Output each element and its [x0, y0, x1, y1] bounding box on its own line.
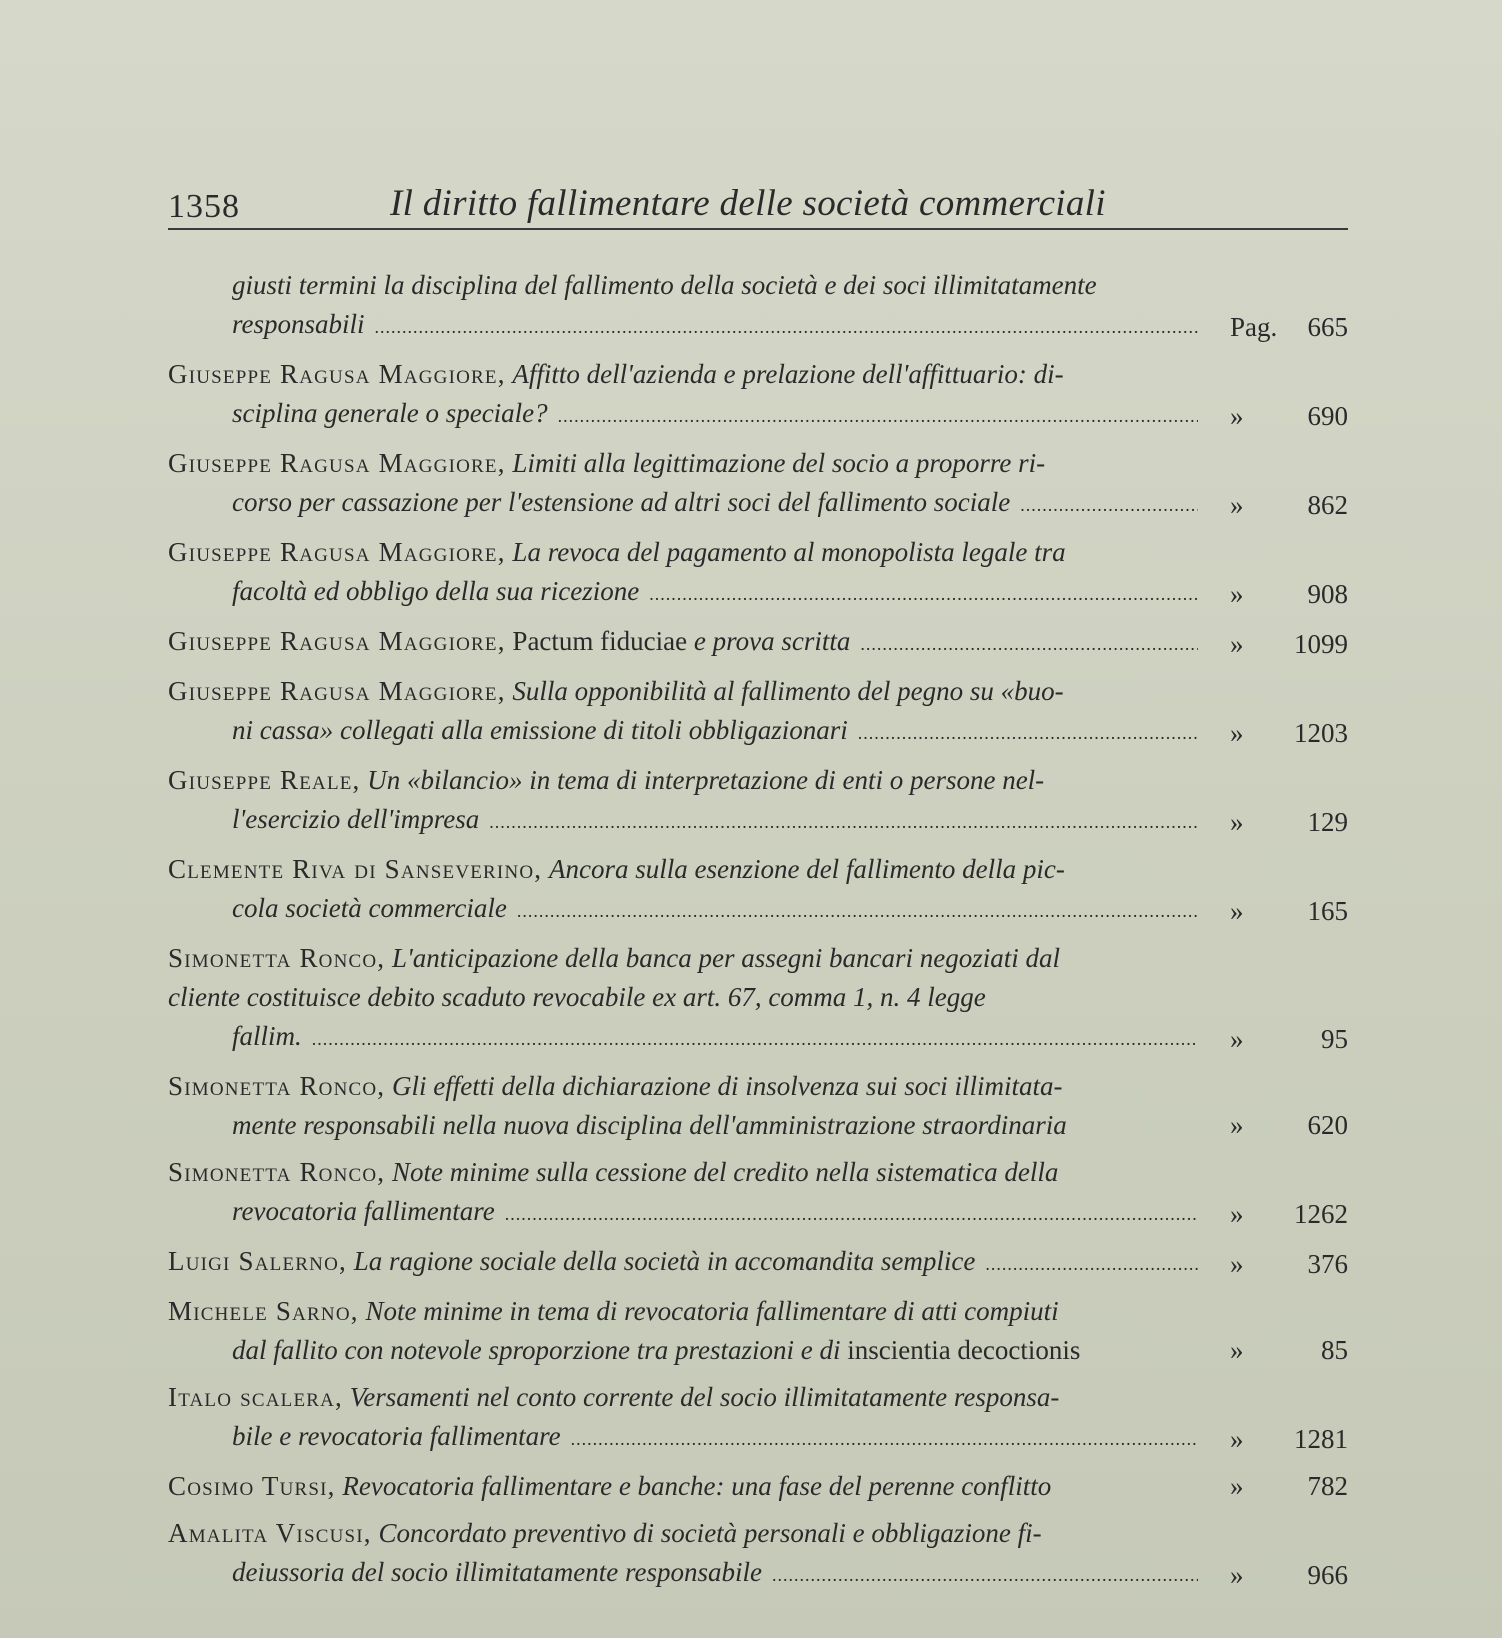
entry-title-line: giusti termini la disciplina del fallimento della società e dei soci illimitatamente: [232, 270, 1097, 300]
index-entry: [168, 266, 1348, 347]
page-marker: »: [1230, 1110, 1244, 1140]
page-number-ref: 85: [1321, 1335, 1348, 1365]
page-marker: »: [1230, 896, 1244, 926]
entry-title-line: Sulla opponibilità al fallimento del pegno su «buo-: [512, 676, 1064, 706]
entry-author: Simonetta Ronco,: [168, 943, 386, 973]
index-entry: [168, 939, 1348, 1059]
entry-title-last-line: facoltà ed obbligo della sua ricezione: [232, 576, 640, 606]
index-entry: [168, 1153, 1348, 1234]
entry-author: Michele Sarno,: [168, 1296, 359, 1326]
page-number-ref: 908: [1307, 579, 1348, 609]
page-marker: »: [1230, 1471, 1244, 1501]
entry-title-last-line: l'esercizio dell'impresa: [232, 804, 480, 834]
entry-title-line: Gli effetti della dichiarazione di insolvenza sui soci illimitata-: [392, 1071, 1063, 1101]
entry-title-line: L'anticipazione della banca per assegni bancari negoziati dal: [392, 943, 1060, 973]
page-marker: »: [1230, 1249, 1244, 1279]
page-reference: [1208, 397, 1348, 436]
entry-title-line: Affitto dell'azienda e prelazione dell'affittuario: di-: [512, 359, 1064, 389]
entry-title-line: Versamenti nel conto corrente del socio illimitatamente responsa-: [349, 1382, 1060, 1412]
page-marker: »: [1230, 579, 1244, 609]
page-reference: [1208, 1556, 1348, 1595]
page-marker: »: [1230, 490, 1244, 520]
page-reference: [1208, 1195, 1348, 1234]
entry-title: La ragione sociale della società in accomandita semplice: [353, 1246, 976, 1276]
leader-dots: [505, 1195, 1198, 1234]
entry-title-last-line: ni cassa» collegati alla emissione di titoli obbligazionari: [232, 715, 848, 745]
index-entry: [168, 761, 1348, 842]
index-page: [168, 180, 1348, 1603]
page-reference: [1208, 1467, 1348, 1506]
leader-dots: [772, 1556, 1198, 1595]
leader-dots: [517, 892, 1198, 931]
entry-title-last-line: mente responsabili nella nuova disciplina dell'amministrazione straordinaria: [232, 1110, 1067, 1140]
leader-dots: [558, 397, 1198, 436]
entry-author: Giuseppe Ragusa Maggiore,: [168, 359, 506, 389]
page-number-ref: 1262: [1294, 1199, 1348, 1229]
entry-title-roman: Pactum fiduciae: [512, 626, 688, 656]
page-number-ref: 862: [1307, 490, 1348, 520]
page-number-ref: 966: [1307, 1560, 1348, 1590]
entry-title-last-line: cola società commerciale: [232, 893, 507, 923]
leader-dots: [985, 1245, 1198, 1284]
page-reference: [1208, 1331, 1348, 1370]
index-entry: [168, 622, 1348, 664]
page-marker: »: [1230, 1335, 1244, 1365]
entry-author: Simonetta Ronco,: [168, 1157, 386, 1187]
page-reference: [1208, 1245, 1348, 1284]
page-marker: »: [1230, 401, 1244, 431]
entry-author: Giuseppe Ragusa Maggiore,: [168, 537, 506, 567]
page-marker: »: [1230, 1024, 1244, 1054]
entry-author: Simonetta Ronco,: [168, 1071, 386, 1101]
page-reference: [1208, 714, 1348, 753]
entry-title: Revocatoria fallimentare e banche: una fase del perenne conflitto: [342, 1471, 1052, 1501]
index-entry: [168, 1242, 1348, 1284]
entry-title-line: Limiti alla legittimazione del socio a proporre ri-: [512, 448, 1046, 478]
running-header: [168, 180, 1348, 230]
entry-title-last-line: responsabili: [232, 309, 365, 339]
leader-dots: [375, 308, 1198, 347]
entry-title-last-line: bile e revocatoria fallimentare: [232, 1421, 561, 1451]
page-reference: [1208, 803, 1348, 842]
entry-title-line: Un «bilancio» in tema di interpretazione di enti o persone nel-: [367, 765, 1045, 795]
page-number-ref: 1281: [1294, 1424, 1348, 1454]
entry-author: Italo scalera,: [168, 1382, 343, 1412]
leader-dots: [858, 714, 1198, 753]
page-marker: »: [1230, 629, 1244, 659]
entry-title: e prova scritta: [693, 626, 851, 656]
running-title: Il diritto fallimentare delle società commerciali: [390, 183, 1106, 224]
entry-title-line: cliente costituisce debito scaduto revocabile ex art. 67, comma 1, n. 4 legge: [168, 982, 986, 1012]
leader-dots: [312, 1020, 1198, 1059]
entry-author: Clemente Riva di Sanseverino,: [168, 854, 543, 884]
entry-author: Luigi Salerno,: [168, 1246, 347, 1276]
index-entry: [168, 672, 1348, 753]
entry-title-last-line: dal fallito con notevole sproporzione tra prestazioni e di: [232, 1335, 841, 1365]
page-reference: [1208, 308, 1348, 347]
entry-author: Giuseppe Ragusa Maggiore,: [168, 676, 506, 706]
page-number-ref: 95: [1321, 1024, 1348, 1054]
entry-title-line: La revoca del pagamento al monopolista legale tra: [512, 537, 1066, 567]
page-reference: [1208, 575, 1348, 614]
index-entry: [168, 1467, 1348, 1506]
index-entry: [168, 850, 1348, 931]
page-number: 1358: [168, 188, 240, 225]
page-number-ref: 782: [1307, 1471, 1348, 1501]
index-entry: [168, 1067, 1348, 1145]
page-reference: [1208, 1106, 1348, 1145]
entry-title-last-line: fallim.: [232, 1021, 302, 1051]
entry-author: Amalita Viscusi,: [168, 1518, 372, 1548]
index-entry: [168, 355, 1348, 436]
entry-title-last-line: sciplina generale o speciale?: [232, 398, 548, 428]
page-marker: Pag.: [1230, 312, 1278, 342]
entry-title-roman: inscientia decoctionis: [847, 1335, 1081, 1365]
page-marker: »: [1230, 1424, 1244, 1454]
page-reference: [1208, 1420, 1348, 1459]
index-entry: [168, 1514, 1348, 1595]
entry-title-line: Note minime sulla cessione del credito nella sistematica della: [392, 1157, 1059, 1187]
entry-author: Giuseppe Ragusa Maggiore,: [168, 626, 506, 656]
index-entry: [168, 1378, 1348, 1459]
entry-title-line: Concordato preventivo di società personali e obbligazione fi-: [378, 1518, 1042, 1548]
page-marker: »: [1230, 1560, 1244, 1590]
entry-title-line: Ancora sulla esenzione del fallimento della pic-: [548, 854, 1065, 884]
page-number-ref: 1099: [1294, 629, 1348, 659]
page-number-ref: 690: [1307, 401, 1348, 431]
page-marker: »: [1230, 718, 1244, 748]
page-number-ref: 665: [1307, 312, 1348, 342]
page-number-ref: 165: [1307, 896, 1348, 926]
page-reference: [1208, 625, 1348, 664]
page-reference: [1208, 486, 1348, 525]
leader-dots: [489, 803, 1198, 842]
entry-author: Cosimo Tursi,: [168, 1471, 336, 1501]
page-number-ref: 129: [1307, 807, 1348, 837]
index-entry: [168, 444, 1348, 525]
page-marker: »: [1230, 807, 1244, 837]
leader-dots: [571, 1420, 1198, 1459]
page-number-ref: 620: [1307, 1110, 1348, 1140]
entry-author: Giuseppe Reale,: [168, 765, 361, 795]
entry-author: Giuseppe Ragusa Maggiore,: [168, 448, 506, 478]
index-entry: [168, 1292, 1348, 1370]
index-entry: [168, 533, 1348, 614]
index-entries: [168, 266, 1348, 1595]
page-number-ref: 1203: [1294, 718, 1348, 748]
entry-title-last-line: deiussoria del socio illimitatamente responsabile: [232, 1557, 762, 1587]
entry-title-last-line: corso per cassazione per l'estensione ad altri soci del fallimento sociale: [232, 487, 1011, 517]
entry-title-line: Note minime in tema di revocatoria fallimentare di atti compiuti: [365, 1296, 1059, 1326]
leader-dots: [1020, 486, 1198, 525]
page-marker: »: [1230, 1199, 1244, 1229]
leader-dots: [649, 575, 1198, 614]
page-reference: [1208, 892, 1348, 931]
page-number-ref: 376: [1307, 1249, 1348, 1279]
entry-title-last-line: revocatoria fallimentare: [232, 1196, 495, 1226]
page-reference: [1208, 1020, 1348, 1059]
leader-dots: [860, 625, 1198, 664]
